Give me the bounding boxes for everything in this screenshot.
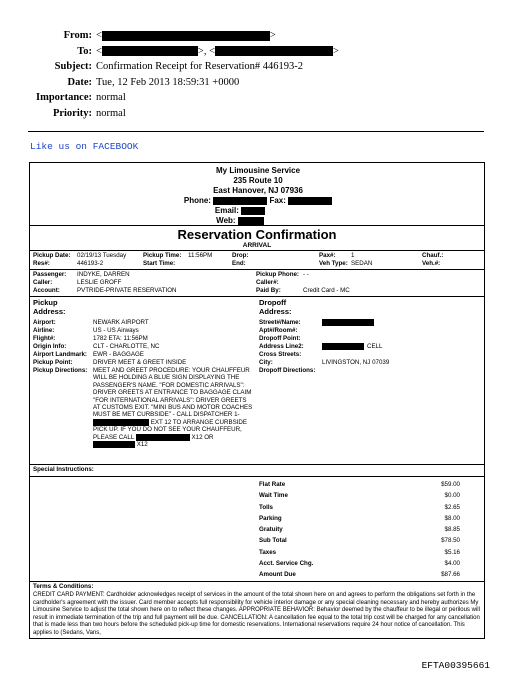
paid-by-label: Paid By: (256, 287, 281, 294)
divider (30, 269, 484, 270)
date-row (0, 77, 512, 93)
company-name: My Limousine Service (215, 166, 301, 175)
company-email: Email: (29, 206, 485, 216)
street-label: Street#/Name: (259, 319, 301, 326)
rate-label: Acct. Service Chg. (259, 560, 314, 567)
end-label: End: (232, 260, 246, 267)
account-label: Account: (33, 287, 60, 294)
pickup-directions-label: Pickup Directions: (33, 367, 88, 374)
pickup-phone-label: Pickup Phone: (256, 271, 299, 278)
importance-value: normal (96, 92, 126, 103)
header-divider (28, 131, 484, 132)
veh-type-value: SEDAN (351, 260, 373, 267)
email-header (0, 30, 512, 123)
chauf-label: Chauf.: (422, 252, 444, 259)
terms-text: CREDIT CARD PAYMENT: Cardholder acknowledges receipt of services in the amount of the total shown here on and agrees to perform the obligations set forth in the cardholder's agreement with the issuer. Card member accepts full responsibility for vehicle interior damage or any special cleaning necessary and hereby authorizes My Limousine Service to adjust the total shown here on to reflect these changes. APPROPRIATE BEHAVIOR: Behavior deemed by the chauffeur to be illegal or perilous will result in immediate termination of the trip and full payment will be due. CANCELLATION: A cancellation fee equal to the total trip cost will be charged for any cancellation that is made less than two hours before the scheduled pick-up time for domestic reservations. International reservations require 24 hour notice of cancellation. This applies to (Sedans, Vans, (33, 592, 480, 636)
divider (30, 225, 484, 226)
pickup-time-label: Pickup Time: (143, 252, 182, 259)
redaction (102, 31, 270, 41)
subject-value: Confirmation Receipt for Reservation# 446193-2 (96, 61, 304, 72)
date-label: Date: (67, 76, 92, 88)
passenger-label: Passenger: (33, 271, 67, 278)
cross-streets-label: Cross Streets: (259, 351, 302, 358)
priority-row (0, 108, 512, 124)
divider (30, 464, 484, 465)
company-web: Web: (29, 216, 485, 226)
res-label: Res#: (33, 260, 50, 267)
rate-value: $87.66 (441, 571, 460, 578)
rate-label: Wait Time (259, 492, 288, 499)
origin-label: Origin Info: (33, 343, 67, 350)
city-value: LIVINGSTON, NJ 07039 (322, 359, 390, 366)
caller-number-label: Caller#: (256, 279, 279, 286)
divider (30, 581, 484, 582)
pickup-heading: Pickup (33, 298, 58, 307)
rate-value: $59.00 (441, 481, 460, 488)
company-street: 235 Route 10 (233, 176, 283, 185)
redaction (322, 319, 374, 326)
flight-label: Flight#: (33, 335, 56, 342)
rate-value: $78.50 (441, 537, 460, 544)
landmark-label: Airport Landmark: (33, 351, 87, 358)
subject-row (0, 61, 512, 77)
caller-value: LESLIE GROFF (77, 279, 122, 286)
redaction (93, 419, 149, 426)
redaction (288, 197, 332, 205)
rate-label: Taxes (259, 549, 277, 556)
apt-label: Apt#/Room#: (259, 327, 298, 334)
from-label: From: (63, 30, 92, 41)
rate-label: Amount Due (259, 571, 296, 578)
receipt (29, 162, 485, 639)
from-row: From: < > (63, 30, 276, 41)
subject-label: Subject: (54, 61, 92, 72)
pickup-point-label: Pickup Point: (33, 359, 73, 366)
rate-label: Flat Rate (259, 481, 286, 488)
pax-label: Pax#: (319, 252, 336, 259)
pax-value: 1 (351, 252, 355, 259)
redaction (215, 46, 333, 56)
rate-value: $2.65 (444, 504, 460, 511)
importance-label: Importance: (36, 92, 92, 103)
rate-value: $8.00 (444, 515, 460, 522)
dropoff-heading: Dropoff (259, 298, 287, 307)
origin-value: CLT - CHARLOTTE, NC (93, 343, 160, 350)
rate-value: $8.85 (444, 526, 460, 533)
to-row: To: < >, < > (77, 45, 339, 57)
address-line2-value: CELL (367, 343, 383, 350)
paid-by-value: Credit Card - MC (303, 287, 350, 294)
document-id: EFTA00395661 (421, 660, 490, 671)
pickup-point-value: DRIVER MEET & GREET INSIDE (93, 359, 187, 366)
priority-value: normal (96, 107, 126, 119)
rate-label: Sub Total (259, 537, 287, 544)
rate-value: $0.00 (444, 492, 460, 499)
res-value: 446193-2 (77, 260, 104, 267)
company-block (30, 166, 485, 226)
dropoff-directions-label: Dropoff Directions: (259, 367, 316, 374)
rate-label: Gratuity (259, 526, 283, 533)
company-city: East Hanover, NJ 07936 (213, 186, 303, 195)
to-label: To: (77, 45, 92, 57)
pickup-time-value: 11:56PM (188, 252, 213, 259)
redaction (241, 207, 265, 215)
flight-value: 1782 ETA: 11:56PM (93, 335, 148, 342)
pickup-date-value: 02/19/13 Tuesday (77, 252, 127, 259)
drop-label: Drop: (232, 252, 249, 259)
divider (30, 296, 484, 297)
landmark-value: EWR - BAGGAGE (93, 351, 144, 358)
pickup-address-heading: Address: (33, 307, 66, 316)
priority-label: Priority: (52, 107, 92, 119)
pickup-phone-value: - - (303, 271, 309, 278)
divider (30, 250, 484, 251)
trip-type: ARRIVAL (242, 242, 272, 249)
airport-value: NEWARK AIRPORT (93, 319, 149, 326)
start-time-label: Start Time: (143, 260, 176, 267)
rate-label: Parking (259, 515, 282, 522)
veh-label: Veh.#: (422, 260, 441, 267)
city-label: City: (259, 359, 273, 366)
importance-row (0, 92, 512, 108)
redaction (213, 197, 267, 205)
date-value: Tue, 12 Feb 2013 18:59:31 +0000 (96, 76, 240, 88)
company-phone-fax: Phone: Fax: (30, 196, 485, 206)
pickup-directions: MEET AND GREET PROCEDURE: YOUR CHAUFFEUR WILL BE HOLDING A BLUE SIGN DISPLAYING THE PASSENGER'S NAME. "FOR DOMESTIC ARRIVALS": DRIVER GREETS AT ENTRANCE TO BAGGAGE CLAIM "FOR INTERNATIONAL ARRIVALS": DRIVER GREETS AT CUSTOMS EXIT. "MINI BUS AND MOTOR COACHES MUST BE MET CURBSIDE" - CALL DISPATCHER 1- EXT 12 TO ARRANGE CURBSIDE PICK UP. IF YOU DO NOT SEE YOUR CHAUFFEUR, PLEASE CALL X12 OR X12 (93, 367, 253, 449)
divider (30, 476, 484, 477)
redaction (102, 46, 198, 56)
terms-label: Terms & Conditions: (33, 583, 94, 590)
special-instructions-label: Special Instructions: (33, 466, 94, 473)
dropoff-point-label: Dropoff Point: (259, 335, 301, 342)
address-line2-label: Address Line2: (259, 343, 304, 350)
passenger-value: INDYKE, DARREN (77, 271, 130, 278)
airport-label: Airport: (33, 319, 56, 326)
dropoff-address-heading: Address: (259, 307, 292, 316)
redaction (93, 441, 135, 448)
rate-value: $5.16 (444, 549, 460, 556)
veh-type-label: Veh Type: (319, 260, 348, 267)
rate-value: $4.00 (444, 560, 460, 567)
caller-label: Caller: (33, 279, 53, 286)
facebook-link[interactable]: Like us on FACEBOOK (30, 141, 139, 152)
redaction (238, 217, 264, 225)
account-value: PVTRIDE-PRIVATE RESERVATION (77, 287, 177, 294)
redaction (322, 343, 364, 350)
airline-label: Airline: (33, 327, 55, 334)
airline-value: US - US Airways (93, 327, 139, 334)
page-title: Reservation Confirmation (177, 227, 337, 242)
redaction (136, 434, 190, 441)
rate-label: Tolls (259, 504, 273, 511)
pickup-date-label: Pickup Date: (33, 252, 71, 259)
